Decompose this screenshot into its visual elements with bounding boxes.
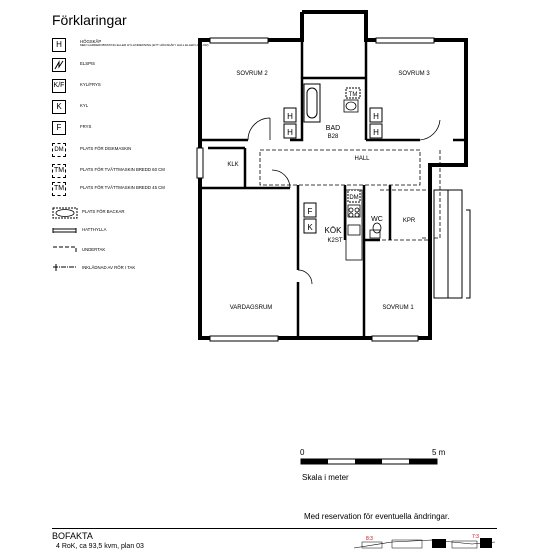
bath-sink	[344, 100, 358, 112]
cabinet-h-label: H	[373, 128, 379, 137]
inkladnad-icon	[52, 262, 78, 274]
bathtub	[304, 84, 320, 122]
floor-plan	[190, 8, 480, 348]
backar-icon	[52, 206, 78, 220]
legend-label: HATTHYLLA	[82, 227, 107, 232]
interior-walls	[200, 40, 466, 338]
cabinet-h-label: H	[287, 128, 293, 137]
reservation-note: Med reservation för eventuella ändringar.	[304, 512, 450, 521]
undertak-icon	[52, 244, 78, 256]
legend-label: PLATS FÖR TVÄTTMASKIN BREDD 45 CM	[80, 185, 165, 190]
legend-label: UNDERTAK	[82, 247, 106, 252]
room-area-bad: B28	[327, 134, 339, 140]
site-plan-thumbnail	[352, 534, 497, 550]
legend-symbol-h: H	[52, 38, 66, 52]
legend-symbol-tm: TM	[52, 164, 66, 178]
room-label-sovrum3: SOVRUM 3	[398, 71, 430, 77]
room-label-kpr: KPR	[402, 218, 416, 224]
legend-symbol-f: F	[52, 121, 66, 135]
legend-label: KYL	[80, 103, 89, 108]
legend-sublabel: MED GARDEROBSSTING ELLER HYLLINREDNING (ETT HÖGSKÅP I HALL ELLER HYLLOR)	[80, 43, 209, 47]
freezer-label: F	[307, 207, 313, 216]
legend-label: INKLÄDNAD AV RÖR I TAK	[82, 265, 136, 270]
balcony	[434, 190, 462, 298]
footer-divider	[52, 528, 497, 529]
scale-five-label: 5 m	[432, 448, 446, 457]
scale-bar	[300, 458, 450, 468]
site-label-b: 7:3	[472, 534, 479, 540]
legend-label: PLATS FÖR DISKMASKIN	[80, 146, 132, 151]
room-label-wc: WC	[371, 216, 383, 223]
room-label-sovrum1: SOVRUM 1	[382, 305, 414, 311]
washer-label: TM	[348, 92, 358, 98]
room-label-kok: KÖK	[324, 226, 342, 235]
legend-symbol-kf: K/F	[52, 79, 66, 93]
balcony-rail	[466, 210, 470, 298]
windows	[197, 38, 434, 341]
fridge-label: K	[307, 223, 313, 232]
bofakta-title: BOFAKTA	[52, 531, 93, 541]
site-label-a: 8:3	[366, 536, 373, 542]
bofakta-subtitle: 4 RoK, ca 93,5 kvm, plan 03	[56, 543, 144, 550]
room-label-vardagsrum: VARDAGSRUM	[229, 305, 273, 311]
scale-zero-label: 0	[300, 448, 305, 457]
room-label-hall: HALL	[354, 156, 370, 162]
elspis-icon	[52, 58, 66, 72]
legend-symbol-dm: DM	[52, 143, 66, 157]
outer-walls	[200, 12, 466, 338]
legend-label: KYL/FRYS	[80, 82, 101, 87]
wc-fixture	[370, 223, 381, 238]
legend-symbol-k: K	[52, 100, 66, 114]
legend-title: Förklaringar	[52, 12, 127, 28]
scale-label: Skala i meter	[302, 473, 349, 482]
legend-label: ELSPIS	[80, 61, 96, 66]
room-area-kok: K2ST	[327, 238, 343, 244]
dishwasher-label: DM	[349, 195, 359, 201]
hatthylla-icon	[52, 226, 78, 236]
legend-label: PLATS FÖR TVÄTTMASKIN BREDD 60 CM	[80, 167, 165, 172]
legend-label: PLATS FÖR BACKAR	[82, 209, 125, 214]
legend-label: HÖGSKÅP	[80, 39, 102, 44]
cabinet-h-label: H	[287, 112, 293, 121]
room-label-klk: KLK	[227, 162, 239, 168]
room-label-sovrum2: SOVRUM 2	[236, 71, 268, 77]
legend-label: FRYS	[80, 124, 92, 129]
legend-symbol-tm: TM	[52, 182, 66, 196]
room-label-bad: BAD	[325, 125, 341, 132]
cabinet-h-label: H	[373, 112, 379, 121]
